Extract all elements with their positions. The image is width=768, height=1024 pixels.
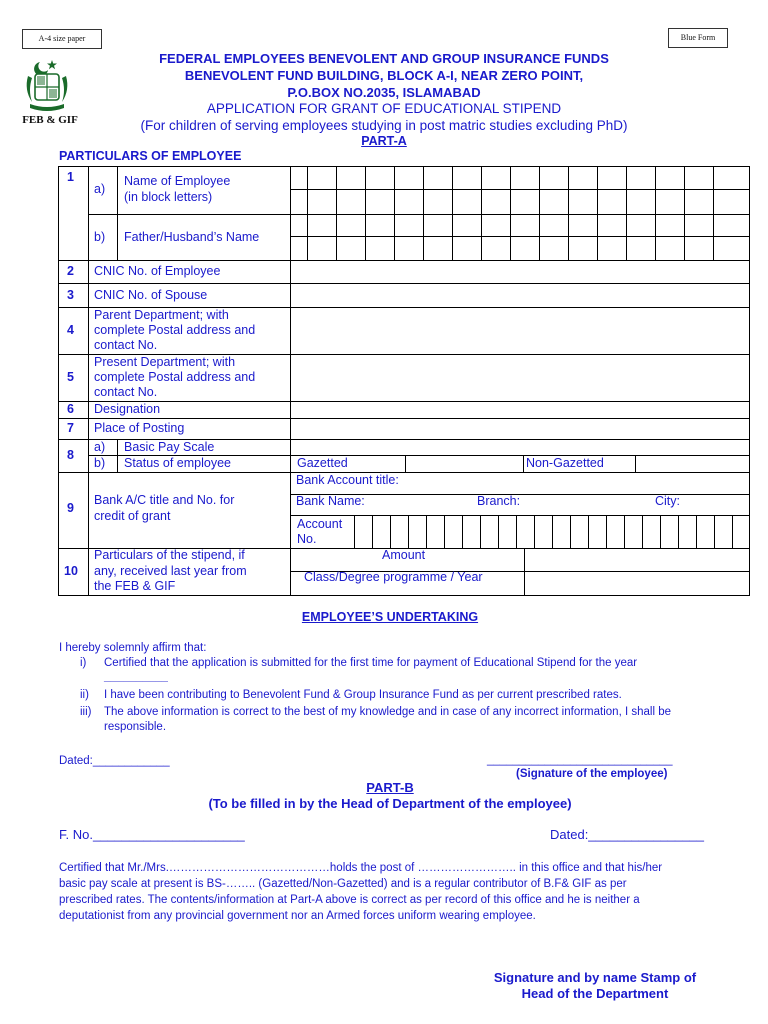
present-dept-label-1: Present Department; with [94, 355, 236, 369]
section-title-particulars: PARTICULARS OF EMPLOYEE [59, 149, 242, 163]
cnic-spouse-label: CNIC No. of Spouse [94, 288, 208, 302]
row-1a-label: a) [94, 182, 106, 196]
form-color-label: Blue Form [668, 28, 728, 48]
row-number-3: 3 [67, 288, 74, 302]
cnic-employee-label: CNIC No. of Employee [94, 264, 221, 278]
stipend-label-3: the FEB & GIF [94, 579, 176, 593]
row-number-4: 4 [67, 323, 74, 337]
part-b-heading: PART-B [366, 780, 414, 795]
non-gazetted-option: Non-Gazetted [526, 456, 604, 470]
parent-dept-label-3: contact No. [94, 338, 158, 352]
posting-label: Place of Posting [94, 421, 185, 435]
branch-label: Branch: [477, 494, 521, 508]
bank-account-title-label: Bank Account title: [296, 473, 399, 487]
row-number-7: 7 [67, 421, 74, 435]
city-label: City: [655, 494, 680, 508]
file-number-field: F. No._____________________ [59, 827, 245, 842]
certification-line-1: Certified that Mr./Mrs.……………………………………holds the post of …………………….. in this office and that his/her [59, 862, 663, 874]
undertaking-item-2: I have been contributing to Benevolent Fund & Group Insurance Fund as per current prescribed rates. [104, 689, 622, 701]
undertaking-item-2-number: ii) [80, 689, 89, 701]
employee-name-label: Name of Employee [124, 174, 231, 188]
row-number-5: 5 [67, 370, 74, 384]
certification-line-2: basic pay scale at present is BS-…….. (Gazetted/Non-Gazetted) and is a regular contributor of B.F& GIF as per [59, 878, 627, 890]
row-number-6: 6 [67, 402, 74, 416]
row-number-8: 8 [67, 448, 74, 462]
undertaking-item-1: Certified that the application is submitted for the first time for payment of Educational Stipend for the year [104, 657, 638, 669]
bank-account-label-1: Bank A/C title and No. for [94, 493, 235, 507]
present-dept-label-3: contact No. [94, 385, 158, 399]
row-number-9: 9 [67, 501, 74, 515]
parent-dept-label-2: complete Postal address and [94, 323, 256, 337]
row-8a-label: a) [94, 440, 106, 454]
undertaking-intro: I hereby solemnly affirm that: [59, 642, 207, 654]
undertaking-item-3-line-2: responsible. [104, 721, 167, 733]
org-short-name: FEB & GIF [22, 114, 78, 126]
certification-line-4: deputationist from any provincial government nor an Armed forces uniform wearing employee. [59, 910, 536, 922]
gazetted-option: Gazetted [297, 456, 348, 470]
row-number-1: 1 [67, 170, 74, 184]
employee-status-label: Status of employee [124, 456, 232, 470]
hod-signature-line-1: Signature and by name Stamp of [493, 970, 697, 985]
stipend-label-2: any, received last year from [94, 564, 247, 578]
paper-size-label: A-4 size paper [22, 29, 102, 49]
employee-particulars-table [58, 166, 750, 596]
undertaking-item-1-number: i) [80, 657, 87, 669]
employee-signature-line: _____________________________ [487, 754, 673, 766]
account-no-label-2: No. [297, 532, 317, 546]
certification-line-3: prescribed rates. The contents/information at Part-A above is correct as per record of this office and he is neither a [59, 894, 640, 906]
account-no-label-1: Account [297, 517, 343, 531]
undertaking-item-3-line-1: The above information is correct to the best of my knowledge and in case of any incorrect information, I shall be [104, 706, 671, 718]
header-line-1: FEDERAL EMPLOYEES BENEVOLENT AND GROUP INSURANCE FUNDS [159, 51, 609, 66]
part-b-subtitle: (To be filled in by the Head of Department of the employee) [208, 796, 572, 811]
parent-dept-label-1: Parent Department; with [94, 308, 229, 322]
present-dept-label-2: complete Postal address and [94, 370, 256, 384]
undertaking-date: Dated:____________ [59, 755, 170, 767]
form-title: APPLICATION FOR GRANT OF EDUCATIONAL STIPEND [206, 101, 562, 116]
part-b-date-field: Dated:________________ [550, 827, 704, 842]
undertaking-item-3-number: iii) [80, 706, 92, 718]
father-name-label: Father/Husband’s Name [124, 230, 260, 244]
row-number-2: 2 [67, 264, 74, 278]
stipend-label-1: Particulars of the stipend, if [94, 548, 245, 562]
employee-signature-caption: (Signature of the employee) [516, 768, 668, 780]
row-1b-label: b) [94, 230, 106, 244]
form-subtitle: (For children of serving employees studying in post matric studies excluding PhD) [140, 118, 628, 133]
undertaking-year-blank: __________ [104, 671, 168, 683]
undertaking-title: EMPLOYEE’S UNDERTAKING [301, 610, 479, 624]
row-number-10: 10 [64, 564, 78, 578]
row-8b-label: b) [94, 456, 106, 470]
amount-label: Amount [382, 548, 426, 562]
designation-label: Designation [94, 402, 161, 416]
header-line-3: P.O.BOX NO.2035, ISLAMABAD [287, 85, 481, 100]
header-line-2: BENEVOLENT FUND BUILDING, BLOCK A-I, NEAR ZERO POINT, [184, 68, 584, 83]
basic-pay-scale-label: Basic Pay Scale [124, 440, 215, 454]
class-degree-label: Class/Degree programme / Year [304, 570, 483, 584]
part-a-heading: PART-A [361, 134, 407, 148]
bank-account-label-2: credit of grant [94, 509, 171, 523]
bank-name-label: Bank Name: [296, 494, 365, 508]
employee-name-hint: (in block letters) [124, 190, 213, 204]
hod-signature-line-2: Head of the Department [521, 986, 669, 1001]
